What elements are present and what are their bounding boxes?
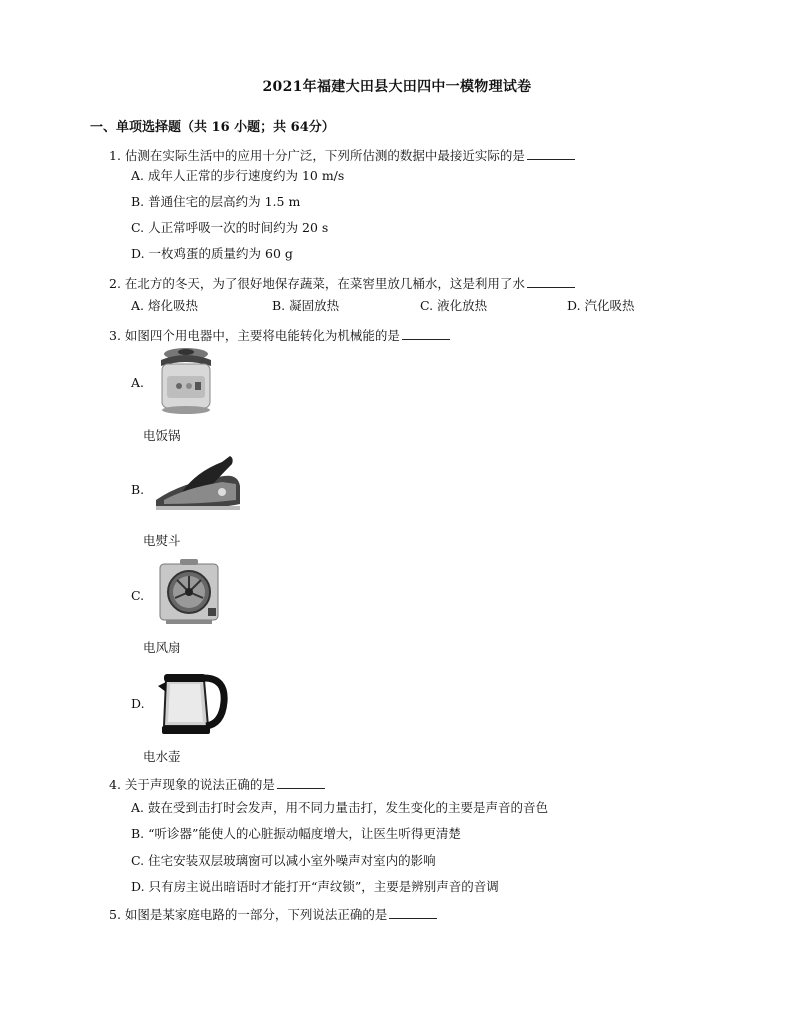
- question-2-option-a: A. 熔化吸热: [131, 298, 198, 313]
- question-3-option-a-caption: 电饭锅: [143, 428, 181, 443]
- question-2-option-c: C. 液化放热: [420, 298, 488, 313]
- question-2-options: [131, 296, 671, 312]
- question-3-option-d-letter: D.: [131, 696, 145, 711]
- question-3-option-b-letter: B.: [131, 482, 145, 497]
- question-2-option-d: D. 汽化吸热: [567, 298, 635, 313]
- section-heading: 一、单项选择题（共 16 小题；共 64分）: [90, 120, 335, 135]
- question-4-option-a: A. 鼓在受到击打时会发声，用不同力量击打，发生变化的主要是声音的音色: [131, 800, 548, 815]
- electric-fan-image: [156, 558, 222, 626]
- question-1-option-c: C. 人正常呼吸一次的时间约为 20 s: [131, 220, 329, 235]
- question-1-option-d: D. 一枚鸡蛋的质量约为 60 g: [131, 246, 293, 261]
- question-1-option-b: B. 普通住宅的层高约为 1.5 m: [131, 194, 301, 209]
- page-title: 2021年福建大田县大田四中一模物理试卷: [262, 79, 532, 95]
- question-2-stem: 2. 在北方的冬天，为了很好地保存蔬菜，在菜窖里放几桶水，这是利用了水: [109, 274, 575, 292]
- rice-cooker-image: [155, 346, 217, 416]
- question-3-stem: 3. 如图四个用电器中，主要将电能转化为机械能的是: [109, 326, 450, 344]
- question-4-option-d: D. 只有房主说出暗语时才能打开“声纹锁”，主要是辨别声音的音调: [131, 879, 499, 894]
- answer-blank: [527, 277, 575, 288]
- iron-image: [152, 452, 244, 516]
- question-1-stem: 1. 估测在实际生活中的应用十分广泛，下列所估测的数据中最接近实际的是: [109, 146, 575, 164]
- question-3-option-c-caption: 电风扇: [143, 640, 181, 655]
- answer-blank: [277, 778, 325, 789]
- question-5-stem: 5. 如图是某家庭电路的一部分，下列说法正确的是: [109, 905, 437, 923]
- question-4-option-b: B. “听诊器”能使人的心脏振动幅度增大，让医生听得更清楚: [131, 826, 461, 841]
- question-4-option-c: C. 住宅安装双层玻璃窗可以减小室外噪声对室内的影响: [131, 853, 436, 868]
- question-3-option-c-letter: C.: [131, 588, 145, 603]
- question-2-option-b: B. 凝固放热: [272, 298, 340, 313]
- electric-kettle-image: [156, 666, 228, 738]
- answer-blank: [389, 908, 437, 919]
- answer-blank: [402, 329, 450, 340]
- question-3-option-a-letter: A.: [131, 375, 145, 390]
- question-1-option-a: A. 成年人正常的步行速度约为 10 m/s: [131, 168, 345, 183]
- question-4-stem: 4. 关于声现象的说法正确的是: [109, 775, 325, 793]
- question-3-option-b-caption: 电熨斗: [143, 533, 181, 548]
- question-3-option-d-caption: 电水壶: [143, 749, 181, 764]
- answer-blank: [527, 149, 575, 160]
